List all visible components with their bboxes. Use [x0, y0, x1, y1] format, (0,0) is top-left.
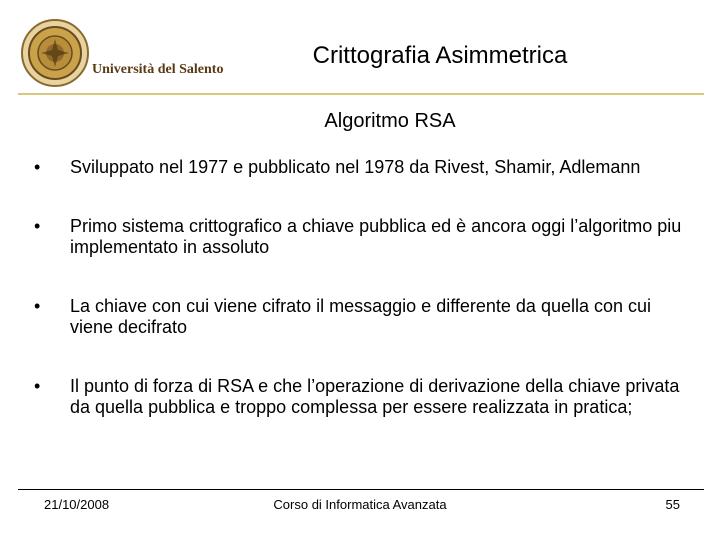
bullet-text: Il punto di forza di RSA e che l’operazione di derivazione della chiave privata da quella pubblica e troppo complessa per essere realizzata in pratica; [70, 376, 680, 417]
header-divider [18, 93, 704, 95]
footer-divider [18, 489, 704, 490]
bullet-marker: • [34, 296, 41, 316]
bullet-item [34, 157, 684, 178]
slide-subtitle: Algoritmo RSA [324, 110, 456, 132]
university-logo [20, 17, 245, 89]
bullet-text: Sviluppato nel 1977 e pubblicato nel 1978 da Rivest, Shamir, Adlemann [70, 157, 641, 177]
bullet-item [34, 216, 684, 258]
footer-date: 21/10/2008 [44, 497, 110, 512]
footer-course-name: Corso di Informatica Avanzata [273, 497, 447, 512]
bullet-marker: • [34, 157, 41, 177]
bullet-item [34, 376, 684, 418]
bullet-text: La chiave con cui viene cifrato il messaggio e differente da quella con cui viene decifrato [70, 296, 652, 337]
bullet-marker: • [34, 376, 41, 396]
page-number: 55 [665, 497, 680, 512]
bullet-text: Primo sistema crittografico a chiave pubblica ed è ancora oggi l’algoritmo piu implementato in assoluto [70, 216, 682, 257]
logo-text: Università del Salento [92, 62, 224, 77]
bullet-marker: • [34, 216, 41, 236]
bullet-list [34, 157, 684, 456]
slide-title: Crittografia Asimmetrica [312, 42, 568, 69]
bullet-item [34, 296, 684, 338]
